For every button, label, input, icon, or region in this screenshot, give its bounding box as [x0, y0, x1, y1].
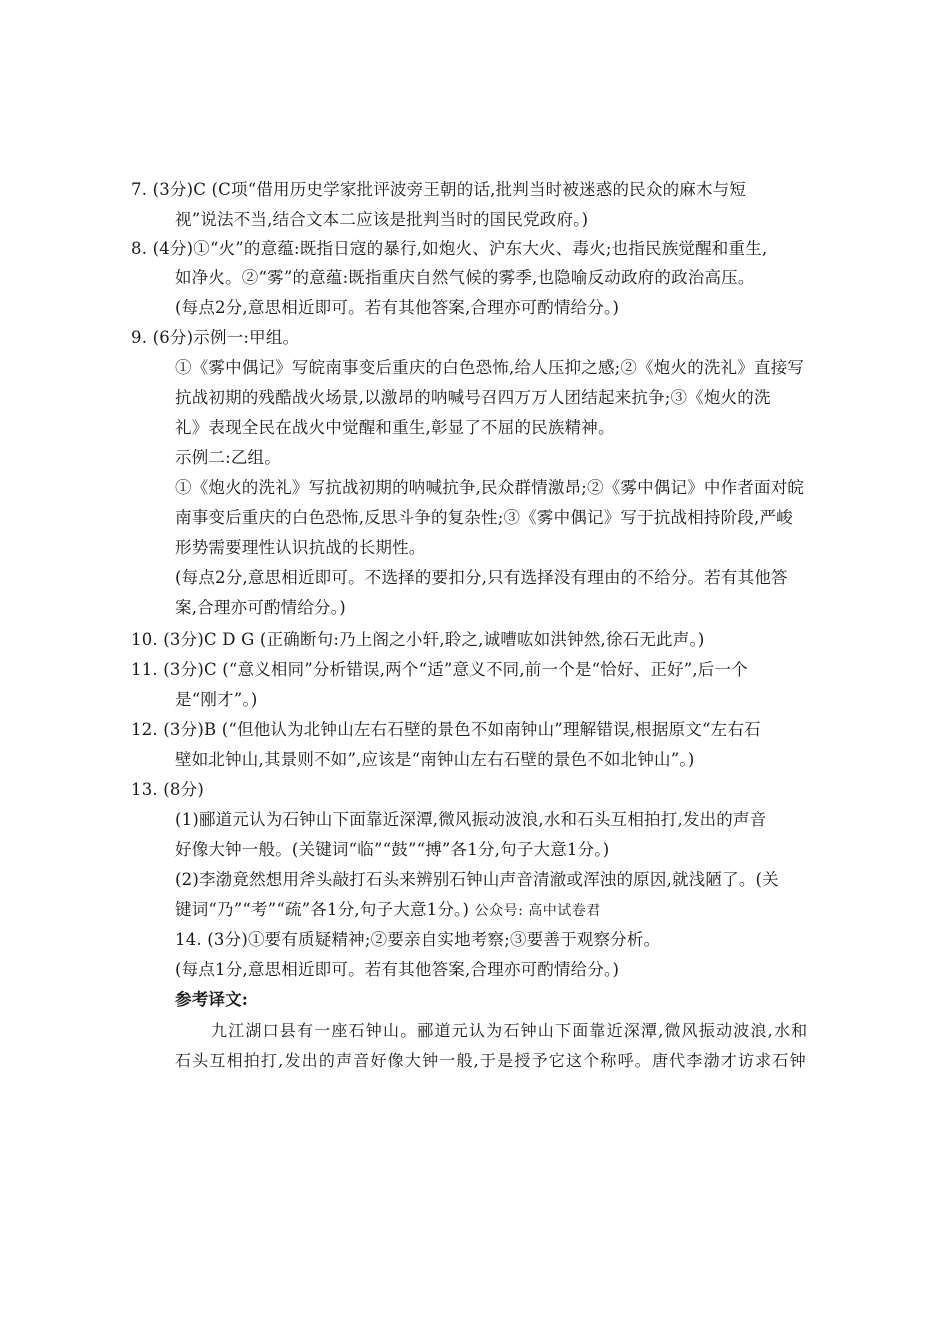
- q9-scoring-note-cont: 案,合理亦可酌情给分。): [175, 598, 346, 617]
- q13-line5-text: 键词“乃”“考”“疏”各1分,句子大意1分。): [175, 900, 470, 919]
- q9-line5: 示例二:乙组。: [175, 448, 281, 467]
- q8-line1: 8. (4分)①“火”的意蕴:既指日寇的暴行,如炮火、沪东大火、毒火;也指民族觉醒和重生,: [131, 239, 768, 258]
- translation-line1: 九江湖口县有一座石钟山。郦道元认为石钟山下面靠近深潭,微风振动波浪,水和: [211, 1021, 809, 1040]
- q7-line1: 7. (3分)C (C项“借用历史学家批评波旁王朝的话,批判当时被迷惑的民众的麻木与短: [131, 180, 747, 199]
- q8-scoring-note: (每点2分,意思相近即可。若有其他答案,合理亦可酌情给分。): [175, 298, 620, 317]
- q9-line2: ①《雾中偶记》写皖南事变后重庆的白色恐怖,给人压抑之感;②《炮火的洗礼》直接写: [175, 358, 805, 377]
- q11-line1: 11. (3分)C (“意义相同”分析错误,两个“适”意义不同,前一个是“恰好、正好”,后一个: [131, 660, 748, 679]
- q13-line5: [175, 900, 601, 921]
- q9-line4: 礼》表现全民在战火中觉醒和重生,彰显了不屈的民族精神。: [175, 418, 615, 437]
- q12-line2: 壁如北钟山,其景则不如”,应该是“南钟山左右石壁的景色不如北钟山”。): [175, 750, 695, 769]
- q14-line1: 14. (3分)①要有质疑精神;②要亲自实地考察;③要善于观察分析。: [175, 930, 661, 949]
- q8-line2: 如净火。②“雾”的意蕴:既指重庆自然气候的雾季,也隐喻反动政府的政治高压。: [175, 268, 755, 287]
- q13-line3: 好像大钟一般。(关键词“临”“鼓”“搏”各1分,句子大意1分。): [175, 840, 610, 859]
- q9-line1: 9. (6分)示例一:甲组。: [131, 328, 300, 347]
- q12-line1: 12. (3分)B (“但他认为北钟山左右石壁的景色不如南钟山”理解错误,根据原文“左右石: [131, 720, 761, 739]
- q11-line2: 是“刚才”。): [175, 690, 258, 709]
- q13-line1: 13. (8分): [131, 780, 204, 799]
- watermark-note: 公众号: 高中试卷君: [474, 903, 601, 919]
- q9-line6: ①《炮火的洗礼》写抗战初期的呐喊抗争,民众群情激昂;②《雾中偶记》中作者面对皖: [175, 478, 805, 497]
- q9-line3: 抗战初期的残酷战火场景,以激昂的呐喊号召四万万人团结起来抗争;③《炮火的洗: [175, 388, 771, 407]
- q9-line7: 南事变后重庆的白色恐怖,反思斗争的复杂性;③《雾中偶记》写于抗战相持阶段,严峻: [175, 508, 793, 527]
- q9-scoring-note: (每点2分,意思相近即可。不选择的要扣分,只有选择没有理由的不给分。若有其他答: [175, 568, 788, 587]
- translation-heading: 参考译文:: [175, 990, 249, 1009]
- q13-line2: (1)郦道元认为石钟山下面靠近深潭,微风振动波浪,水和石头互相拍打,发出的声音: [175, 810, 767, 829]
- q10-line1: 10. (3分)C D G (正确断句:乃上阁之小轩,聆之,诚嘈吰如洪钟然,徐石无此声。): [131, 630, 705, 649]
- q9-line8: 形势需要理性认识抗战的长期性。: [175, 538, 426, 557]
- q7-line2: 视”说法不当,结合文本二应该是批判当时的国民党政府。): [175, 210, 589, 229]
- q14-scoring-note: (每点1分,意思相近即可。若有其他答案,合理亦可酌情给分。): [175, 960, 620, 979]
- translation-line2: 石头互相拍打,发出的声音好像大钟一般,于是授予它这个称呼。唐代李渤才访求石钟: [175, 1051, 807, 1070]
- q13-line4: (2)李渤竟然想用斧头敲打石头来辨别石钟山声音清澈或浑浊的原因,就浅陋了。(关: [175, 870, 779, 889]
